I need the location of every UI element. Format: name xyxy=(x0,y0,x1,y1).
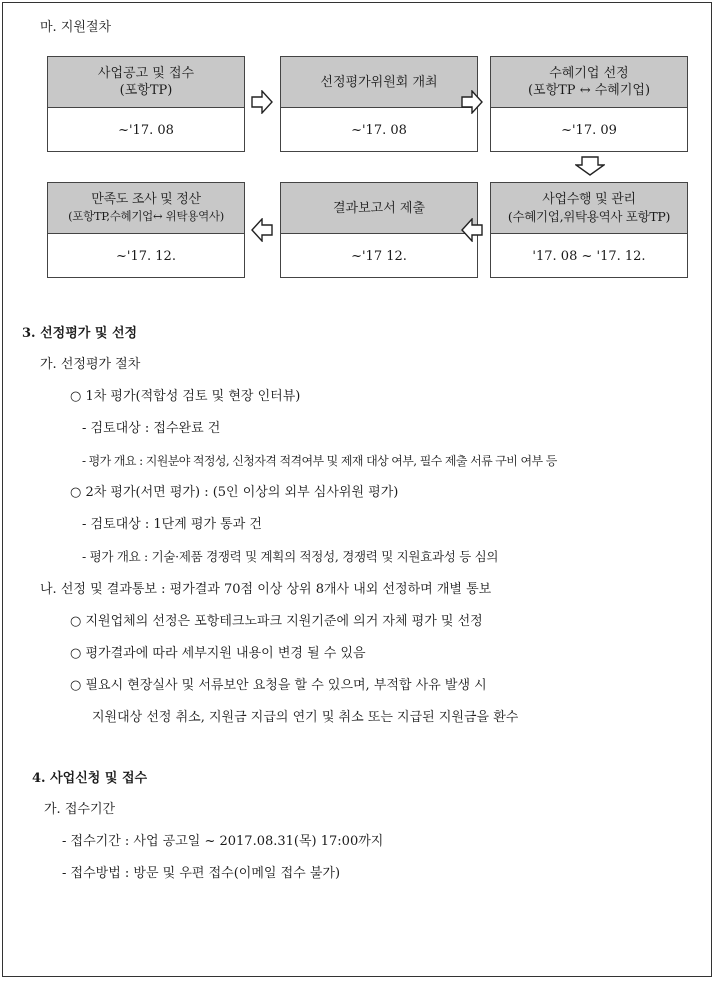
flow-box-management xyxy=(490,182,688,278)
application-period: - 접수기간 : 사업 공고일 ~ 2017.08.31(목) 17:00까지 xyxy=(62,834,384,849)
flow-box-committee xyxy=(280,56,478,152)
note-change-possible: ○ 평가결과에 따라 세부지원 내용이 변경 될 수 있음 xyxy=(70,646,366,661)
flow-box-title: 사업수행 및 관리 xyxy=(542,192,636,207)
section-3-ga: 가. 선정평가 절차 xyxy=(40,357,141,372)
arrow-down-icon xyxy=(575,156,605,176)
flow-box-survey xyxy=(47,182,245,278)
section-ma-title: 마. 지원절차 xyxy=(40,20,112,35)
arrow-left-icon xyxy=(461,218,483,242)
flow-box-date: ~'17. 08 xyxy=(118,122,174,138)
application-method: - 접수방법 : 방문 및 우편 접수(이메일 접수 불가) xyxy=(62,866,341,881)
flow-box-date: ~'17. 08 xyxy=(351,122,407,138)
eval-round-1: ○ 1차 평가(적합성 검토 및 현장 인터뷰) xyxy=(70,389,301,404)
eval-round-2-summary: - 평가 개요 : 기술·제품 경쟁력 및 계획의 적정성, 경쟁력 및 지원효과성 등 심의 xyxy=(82,549,499,564)
flow-box-date: ~'17 12. xyxy=(351,248,407,264)
arrow-right-icon xyxy=(461,90,483,114)
arrow-left-icon xyxy=(251,218,273,242)
flow-box-report xyxy=(280,182,478,278)
flow-box-date: ~'17. 12. xyxy=(116,248,176,264)
section-4-title: 4. 사업신청 및 접수 xyxy=(32,771,148,786)
flow-box-date: ~'17. 09 xyxy=(561,122,617,138)
eval-round-1-summary: - 평가 개요 : 지원분야 적정성, 신청자격 적격여부 및 제재 대상 여부, 필수 제출 서류 구비 여부 등 xyxy=(82,454,557,468)
flow-box-sub: (수혜기업,위탁용역사 포항TP) xyxy=(507,209,671,224)
flow-box-sub: (포항TP) xyxy=(119,83,173,98)
section-3-title: 3. 선정평가 및 선정 xyxy=(22,326,138,341)
eval-round-2-target: - 검토대상 : 1단계 평가 통과 건 xyxy=(82,517,262,532)
flow-box-sub: (포항TP,수혜기업↔ 위탁용역사) xyxy=(68,209,224,223)
eval-round-1-target: - 검토대상 : 접수완료 건 xyxy=(82,421,221,436)
flow-box-selection xyxy=(490,56,688,152)
flow-box-title: 만족도 조사 및 정산 xyxy=(91,192,201,207)
flow-box-title: 사업공고 및 접수 xyxy=(97,66,195,81)
flow-box-date: '17. 08 ~ '17. 12. xyxy=(532,248,646,264)
flow-box-title: 결과보고서 제출 xyxy=(332,200,426,216)
note-selection-criteria: ○ 지원업체의 선정은 포항테크노파크 지원기준에 의거 자체 평가 및 선정 xyxy=(70,614,483,629)
flow-box-title: 수혜기업 선정 xyxy=(549,66,629,81)
arrow-right-icon xyxy=(251,90,273,114)
flow-box-sub: (포항TP ↔ 수혜기업) xyxy=(527,83,651,98)
note-inspection: ○ 필요시 현장실사 및 서류보안 요청을 할 수 있으며, 부적합 사유 발생 시 xyxy=(70,678,487,693)
note-inspection-cont: 지원대상 선정 취소, 지원금 지급의 연기 및 취소 또는 지급된 지원금을 환수 xyxy=(92,710,519,725)
flow-box-title: 선정평가위원회 개최 xyxy=(320,74,438,90)
eval-round-2: ○ 2차 평가(서면 평가) : (5인 이상의 외부 심사위원 평가) xyxy=(70,485,399,500)
section-3-na: 나. 선정 및 결과통보 : 평가결과 70점 이상 상위 8개사 내외 선정하며 개별 통보 xyxy=(40,582,492,597)
flow-box-announcement xyxy=(47,56,245,152)
section-4-ga: 가. 접수기간 xyxy=(44,802,116,817)
